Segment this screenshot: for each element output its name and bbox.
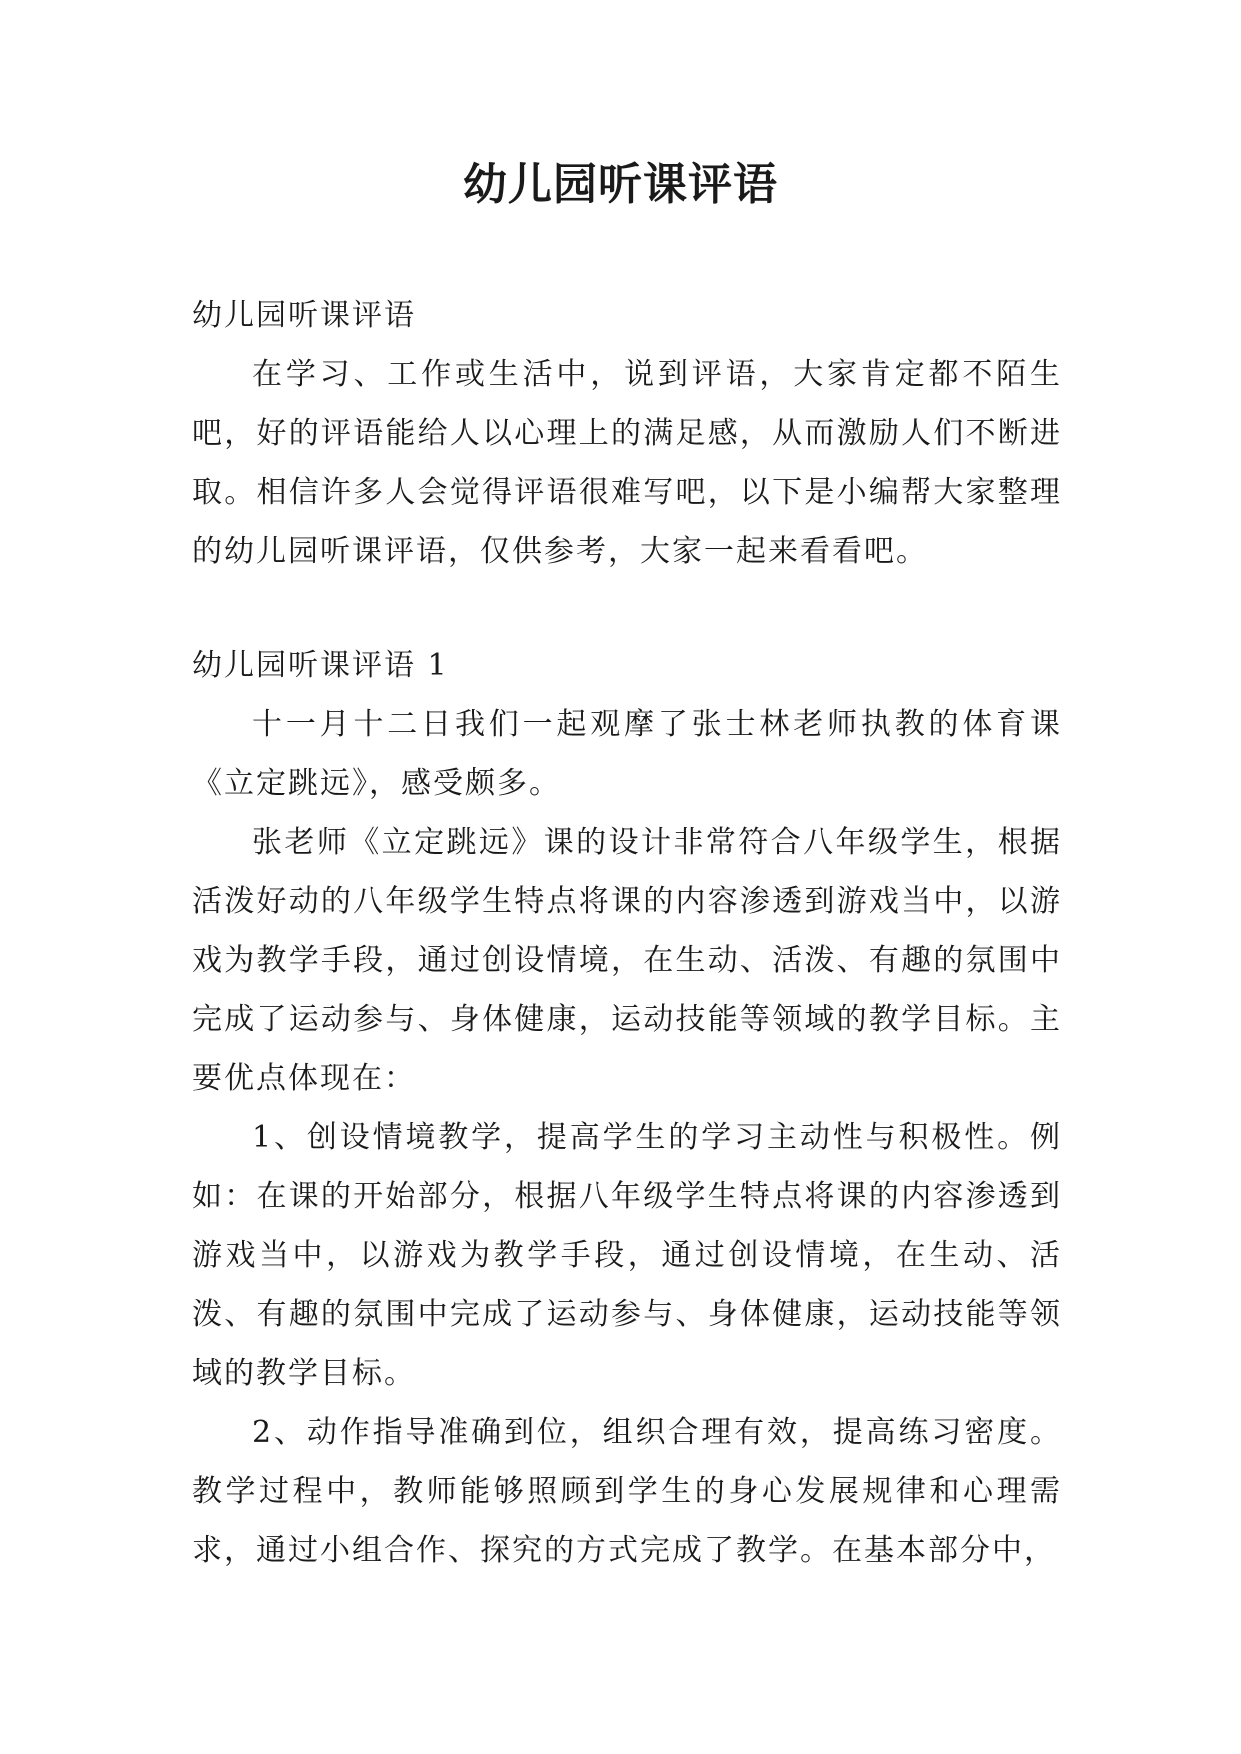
section-1-paragraph: 1、创设情境教学，提高学生的学习主动性与积极性。例如：在课的开始部分，根据八年级学生特点将课的内容渗透到游戏当中，以游戏为教学手段，通过创设情境，在生动、活泼、有趣的氛围中完成了运动参与、身体健康，运动技能等领域的教学目标。 [192,1120,1062,1391]
section-1 [192,636,1062,1580]
section-1-heading: 幼儿园听课评语 1 [192,648,449,683]
intro-heading: 幼儿园听课评语 [192,298,416,333]
section-1-paragraph: 2、动作指导准确到位，组织合理有效，提高练习密度。教学过程中，教师能够照顾到学生的身心发展规律和心理需求，通过小组合作、探究的方式完成了教学。在基本部分中， [192,1415,1062,1568]
intro-section [192,286,1062,581]
section-1-paragraph: 张老师《立定跳远》课的设计非常符合八年级学生，根据活泼好动的八年级学生特点将课的内容渗透到游戏当中，以游戏为教学手段，通过创设情境，在生动、活泼、有趣的氛围中完成了运动参与、身体健康，运动技能等领域的教学目标。主要优点体现在： [192,825,1062,1096]
intro-paragraph: 在学习、工作或生活中，说到评语，大家肯定都不陌生吧，好的评语能给人以心理上的满足感，从而激励人们不断进取。相信许多人会觉得评语很难写吧，以下是小编帮大家整理的幼儿园听课评语，仅供参考，大家一起来看看吧。 [192,357,1062,569]
section-1-paragraph: 十一月十二日我们一起观摩了张士林老师执教的体育课《立定跳远》，感受颇多。 [192,707,1062,801]
document-title: 幼儿园听课评语 [463,159,778,210]
